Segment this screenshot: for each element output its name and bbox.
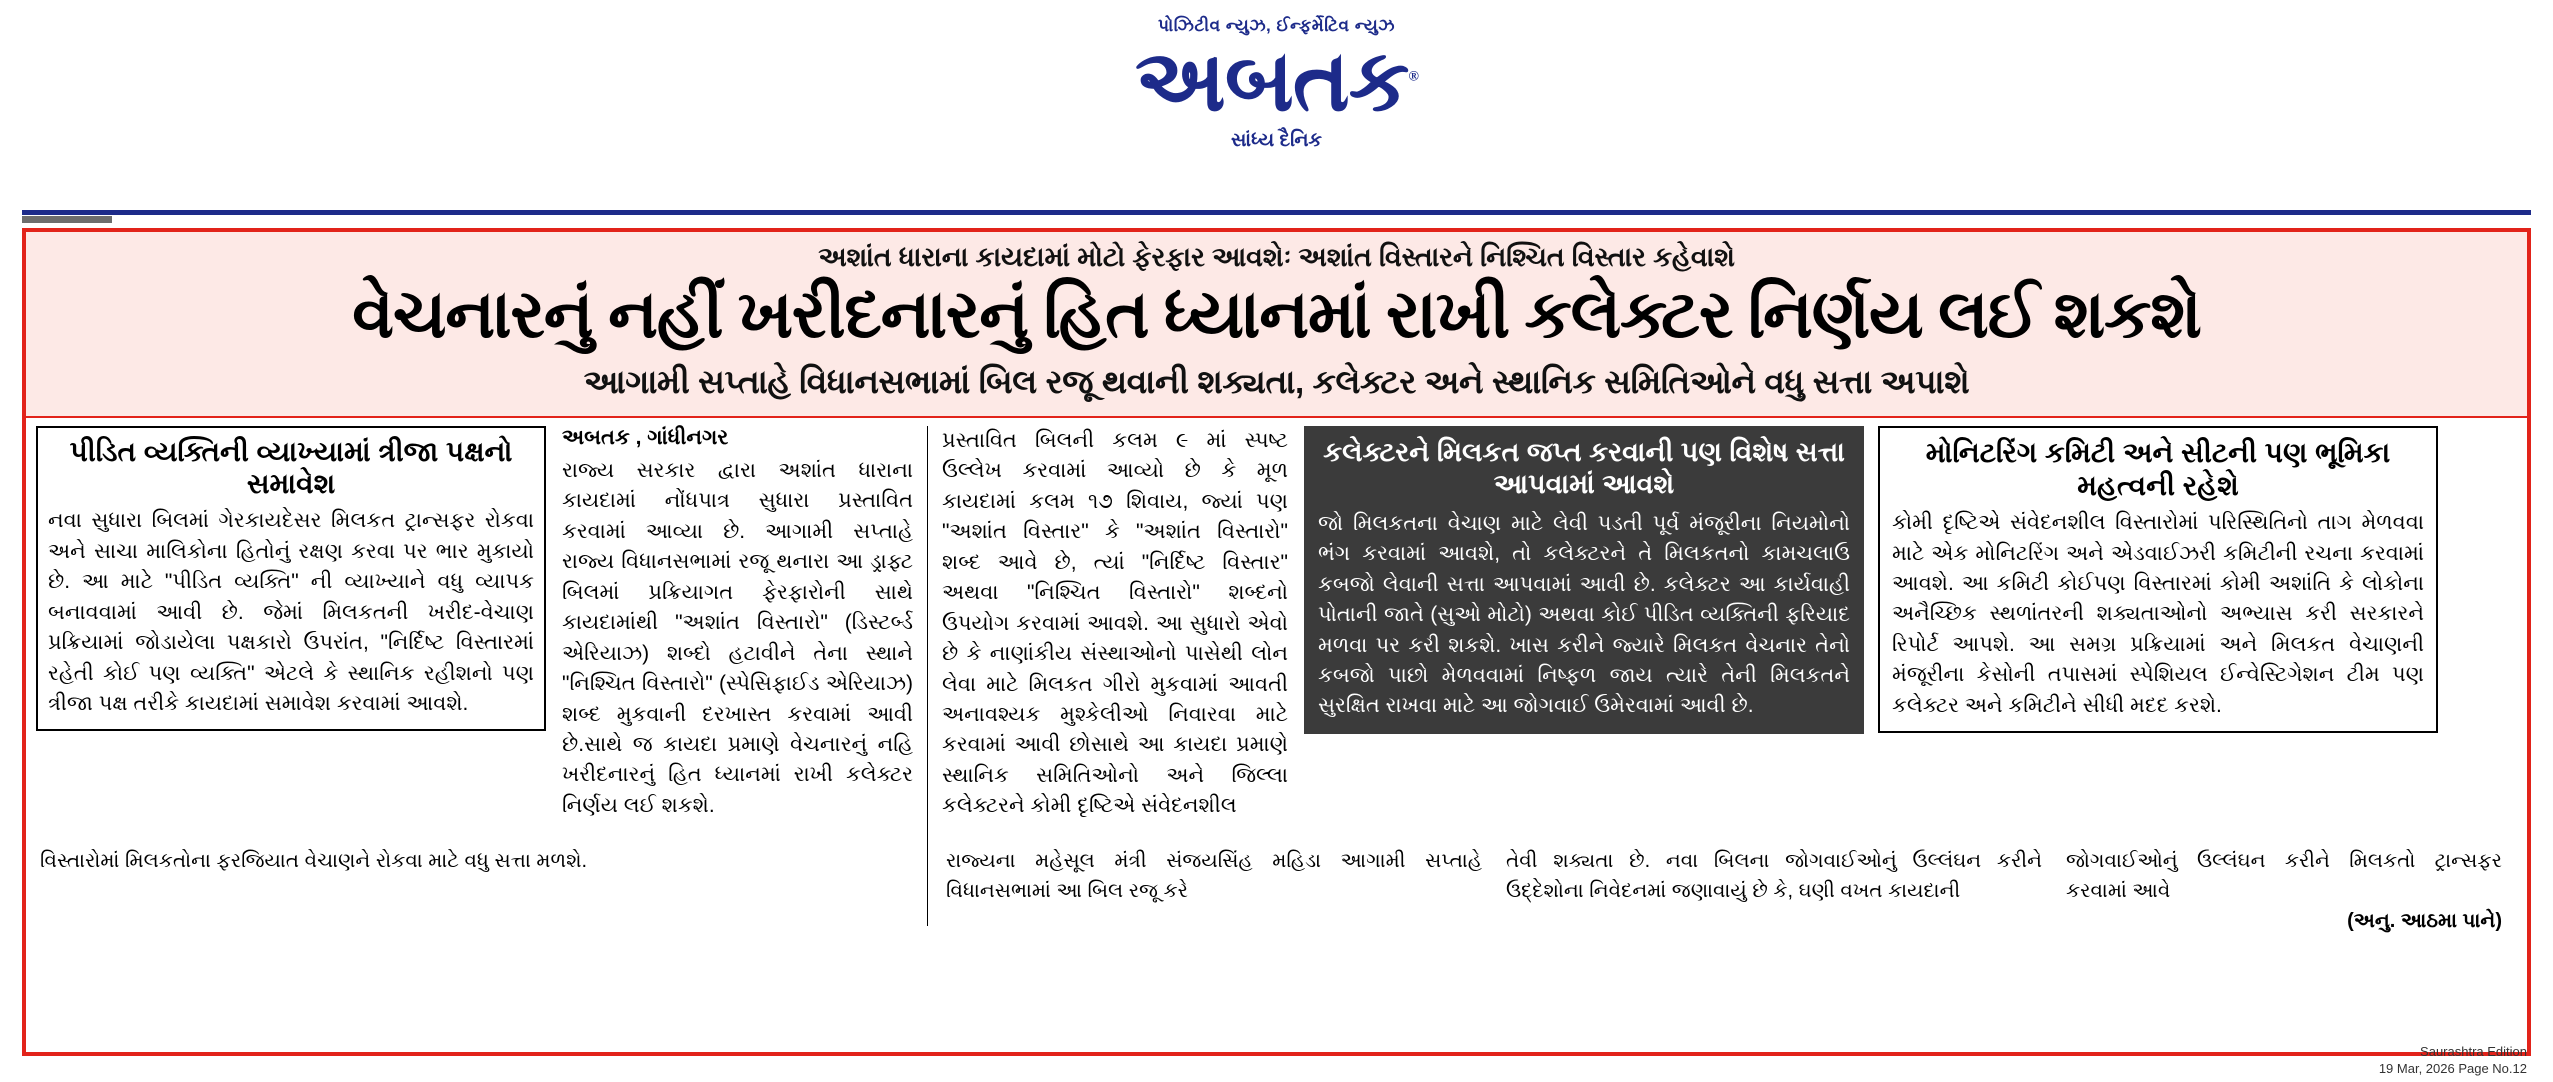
sidebar-box-right-text: કોમી દૃષ્ટિએ સંવેદનશીલ વિસ્તારોમાં પરિસ્થિતિનો તાગ મેળવવા માટે એક મોનિટરિંગ અને એડવાઈઝરી કમિટીની રચના કરવામાં આવશે. આ કમિટી કોઈપણ વિસ્તારમાં કોમી અશાંતિ કે લોકોના અનૈચ્છિક સ્થળાંતરની શક્યતાઓનો અભ્યાસ કરી સરકારને રિપોર્ટ આપશે. આ સમગ્ર પ્રક્રિયામાં અને મિલકત વેચાણની મંજૂરીના કેસોની તપાસમાં સ્પેશિયલ ઈન્વેસ્ટિગેશન ટીમ પણ કલેક્ટર અને કમિટીને સીધી મદદ કરશે. (1892, 511, 2424, 717)
article-kicker: અશાંત ધારાના કાયદામાં મોટો ફેરફાર આવશેઃ અશાંત વિસ્તારને નિશ્ચિત વિસ્તાર કહેવાશે (818, 242, 1735, 272)
continuation-text-2: રાજ્યના મહેસૂલ મંત્રી સંજયસિંહ મહિડા આગામી સપ્તાહે વિધાનસભામાં આ બિલ રજૂ કરે (946, 850, 1482, 903)
continuation-column-4 (2054, 846, 2514, 936)
continued-on-page-label: (અનુ. આઠમા પાને) (2347, 910, 2502, 933)
article-column-3-text: પ્રસ્તાવિત બિલની કલમ ૯ માં સ્પષ્ટ ઉલ્લેખ કરવામાં આવ્યો છે કે મૂળ કાયદામાં કલમ ૧૭ શિવાય, જ્યાં પણ "અશાંત વિસ્તાર" કે "અશાંત વિસ્તારો" શબ્દ આવે છે, ત્યાં "નિર્દિષ્ટ વિસ્તાર" અથવા "નિશ્ચિત વિસ્તારો" શબ્દનો ઉપયોગ કરવામાં આવશે. આ સુધારો એવો છે કે નાણાંકીય સંસ્થાઓનો પાસેથી લોન લેવા માટે મિલકત ગીરો મુકવામાં આવતી અનાવશ્યક મુશ્કેલીઓ નિવારવા માટે કરવામાં આવી છોસાથે આ કાયદા પ્રમાણે સ્થાનિક સમિતિઓનો અને જિલ્લા કલેક્ટરને કોમી દૃષ્ટિએ સંવેદનશીલ (942, 429, 1288, 818)
continuation-text-4: જોગવાઈઓનું ઉલ્લંઘન કરીને મિલકતો ટ્રાન્સફર કરવામાં આવે (2066, 850, 2502, 903)
highlight-box-text: જો મિલકતના વેચાણ માટે લેવી પડતી પૂર્વ મંજૂરીના નિયમોનો ભંગ કરવામાં આવશે, તો કલેક્ટરને તે મિલકતનો કામચલાઉ કબજો લેવાની સત્તા આપવામાં આવી છે. કલેક્ટર આ કાર્યવાહી પોતાની જાતે (સુઓ મોટો) અથવા કોઈ પીડિત વ્યક્તિની ફરિયાદ મળવા પર કરી શકશે. ખાસ કરીને જ્યારે મિલકત વેચનાર તેનો કબજો પાછો મેળવવામાં નિષ્ફળ જાય ત્યારે તેની મિલકતને સુરક્ષિત રાખવા માટે આ જોગવાઈ ઉમેરવામાં આવી છે. (1318, 511, 1850, 718)
masthead-title-text: અબતક (1135, 33, 1409, 129)
article-body (26, 418, 2527, 942)
sidebar-box-monitoring-committee (1878, 426, 2438, 733)
article-headline: વેચનારનું નહીં ખરીદનારનું હિત ધ્યાનમાં રાખી કલેક્ટર નિર્ણય લઈ શકશે (352, 278, 2201, 352)
edition-stamp (2379, 1044, 2527, 1078)
masthead-title (0, 33, 2553, 129)
continuation-text-3: તેવી શક્યતા છે. નવા બિલના જોગવાઈઓનું ઉલ્લંઘન કરીને ઉદ્દેશોના નિવેદનમાં જણાવાયું છે કે, ઘણી વખત કાયદાની (1506, 850, 2042, 903)
article-continuation-strip (34, 846, 2519, 936)
sidebar-box-heading: પીડિત વ્યક્તિની વ્યાખ્યામાં ત્રીજા પક્ષનો સમાવેશ (69, 436, 513, 500)
masthead-divider-accent (22, 216, 112, 223)
headline-band (26, 232, 2527, 418)
edition-date-page: 19 Mar, 2026 Page No.12 (2378, 1061, 2527, 1077)
masthead (0, 0, 2553, 205)
masthead-divider (22, 210, 2531, 215)
continuation-text-1: વિસ્તારોમાં મિલકતોના ફરજિયાત વેચાણને રોકવા માટે વધુ સત્તા મળશે. (40, 850, 588, 873)
lead-article-frame (22, 228, 2531, 1056)
sidebar-box-right-heading: મોનિટરિંગ કમિટી અને સીટની પણ ભૂમિકા મહત્વની રહેશે (1925, 437, 2391, 502)
highlight-box-collector-powers (1304, 426, 1864, 734)
masthead-kicker: પોઝિટીવ ન્યુઝ, ઈન્ફર્મેટિવ ન્યુઝ (1157, 16, 1395, 35)
sidebar-box-text: નવા સુધારા બિલમાં ગેરકાયદેસર મિલકત ટ્રાન્સફર રોકવા અને સાચા માલિકોના હિતોનું રક્ષણ કરવા પર ભાર મુકાયો છે. આ માટે "પીડિત વ્યક્તિ" ની વ્યાખ્યાને વધુ વ્યાપક બનાવવામાં આવી છે. જેમાં મિલકતની ખરીદ-વેચાણ પ્રક્રિયામાં જોડાયેલા પક્ષકારો ઉપરાંત, "નિર્દિષ્ટ વિસ્તારમાં રહેતી કોઈ પણ વ્યક્તિ" એટલે કે સ્થાનિક રહીશનો પણ ત્રીજા પક્ષ તરીકે કાયદામાં સમાવેશ કરવામાં આવશે. (48, 509, 534, 716)
dateline: અબતક , ગાંધીનગર (562, 426, 729, 450)
article-subheadline: આગામી સપ્તાહે વિધાનસભામાં બિલ રજૂ થવાની શક્યતા, કલેક્ટર અને સ્થાનિક સમિતિઓને વધુ સત્તા અપાશે (583, 363, 1970, 401)
article-column-2-text: રાજ્ય સરકાર દ્વારા અશાંત ધારાના કાયદામાં નોંધપાત્ર સુધારા પ્રસ્તાવિત કરવામાં આવ્યા છે. આગામી સપ્તાહે રાજ્ય વિધાનસભામાં રજૂ થનારા આ ડ્રાફ્ટ બિલમાં પ્રક્રિયાગત ફેરફારોની સાથે કાયદામાંથી "અશાંત વિસ્તારો" (ડિસ્ટર્બ્ડ એરિયાઝ) શબ્દો હટાવીને તેના સ્થાને "નિશ્ચિત વિસ્તારો" (સ્પેસિફાઈડ એરિયાઝ) શબ્દ મુકવાની દરખાસ્ત કરવામાં આવી છે.સાથે જ કાયદા પ્રમાણે વેચનારનું નહિ ખરીદનારનું હિત ધ્યાનમાં રાખી કલેક્ટર નિર્ણય લઈ શકશે. (562, 459, 913, 817)
highlight-box-heading: કલેક્ટરને મિલકત જપ્ત કરવાની પણ વિશેષ સત્તા આપવામાં આવશે (1323, 437, 1845, 500)
masthead-subtitle: સાંધ્ય દૈનિક (1231, 130, 1322, 151)
edition-name: Saurashtra Edition (2420, 1044, 2527, 1060)
registered-trademark-icon: ® (1408, 69, 1418, 85)
sidebar-box-victim-definition (36, 426, 546, 731)
